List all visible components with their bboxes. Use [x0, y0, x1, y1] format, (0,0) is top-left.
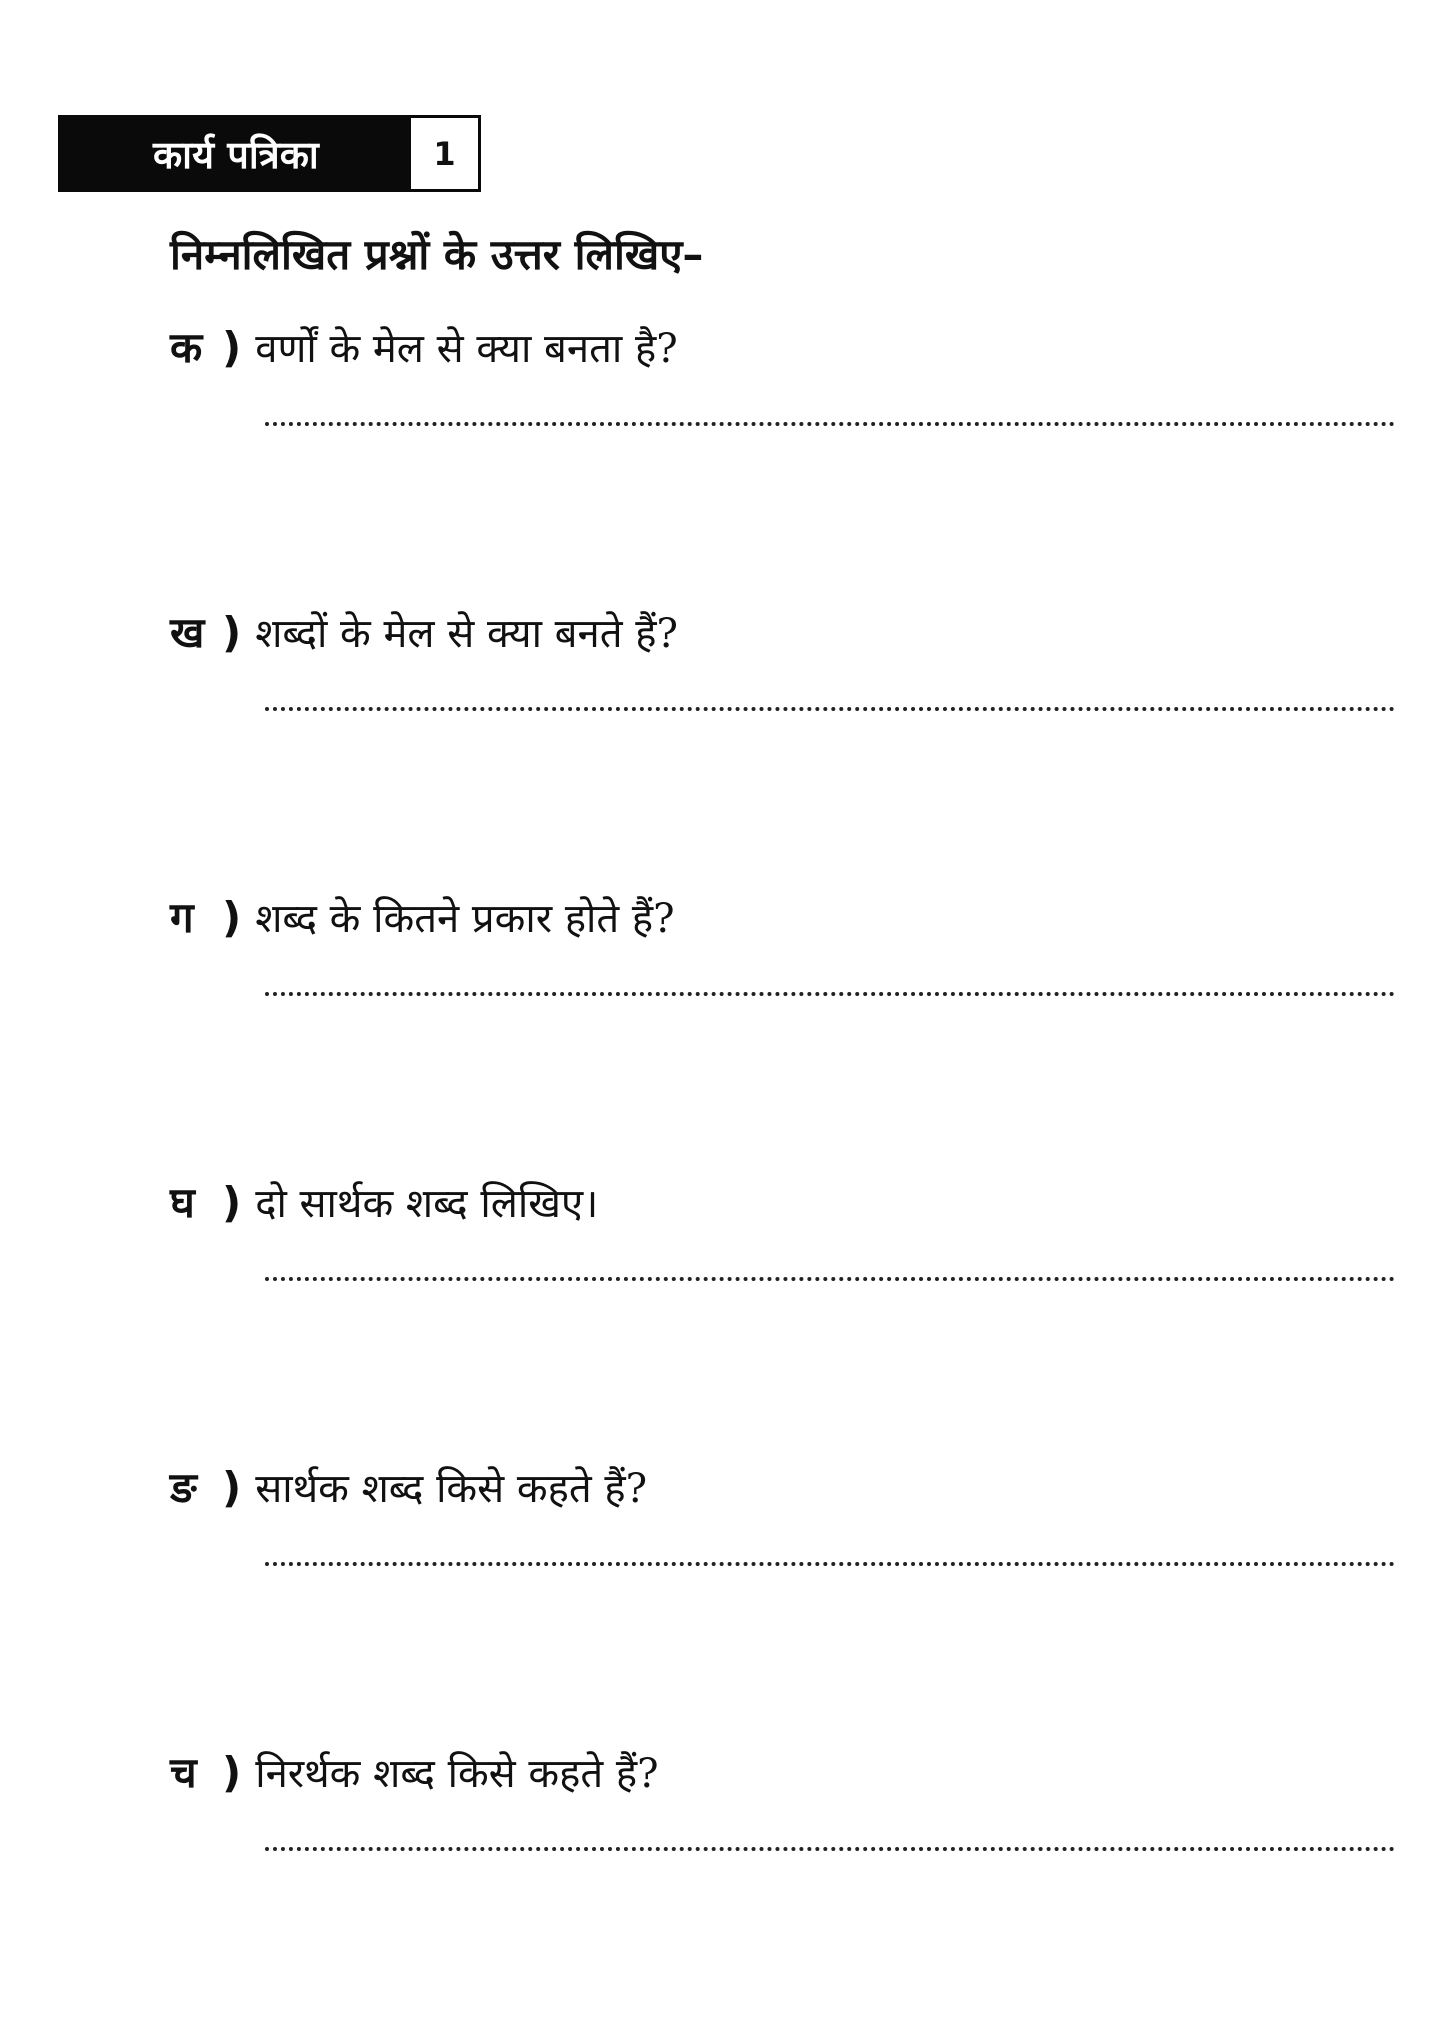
question-letter: ख [170, 608, 205, 657]
question-ga [170, 888, 1400, 1028]
question-paren: ) [222, 1748, 242, 1797]
question-ka [170, 318, 1400, 458]
question-paren: ) [222, 893, 242, 942]
question-text: सार्थक शब्द किसे कहते हैं? [255, 1466, 648, 1512]
question-cha [170, 1743, 1400, 1883]
worksheet-number: 1 [411, 115, 481, 192]
question-letter: ङ [170, 1463, 197, 1512]
question-paren: ) [222, 323, 242, 372]
question-paren: ) [222, 1178, 242, 1227]
question-letter: च [170, 1748, 197, 1797]
question-line [170, 603, 1400, 660]
question-text: दो सार्थक शब्द लिखिए। [255, 1181, 599, 1227]
question-line [170, 1743, 1400, 1800]
worksheet-title: कार्य पत्रिका [58, 115, 411, 192]
question-text: निरर्थक शब्द किसे कहते हैं? [255, 1751, 659, 1797]
question-line [170, 1458, 1400, 1515]
answer-line[interactable] [265, 707, 1395, 711]
answer-line[interactable] [265, 1277, 1395, 1281]
question-letter: घ [170, 1178, 195, 1227]
answer-line[interactable] [265, 1847, 1395, 1851]
worksheet-header [58, 115, 481, 192]
question-line [170, 888, 1400, 945]
question-kha [170, 603, 1400, 743]
question-text: शब्द के कितने प्रकार होते हैं? [255, 896, 675, 942]
answer-line[interactable] [265, 1562, 1395, 1566]
question-letter: ग [170, 893, 194, 942]
question-line [170, 1173, 1400, 1230]
question-paren: ) [222, 608, 242, 657]
question-nga [170, 1458, 1400, 1598]
question-text: वर्णों के मेल से क्या बनता है? [255, 326, 678, 372]
question-letter: क [170, 323, 203, 372]
instruction-heading: निम्नलिखित प्रश्नों के उत्तर लिखिए– [170, 230, 704, 279]
question-gha [170, 1173, 1400, 1313]
question-text: शब्दों के मेल से क्या बनते हैं? [255, 611, 678, 657]
question-line [170, 318, 1400, 375]
answer-line[interactable] [265, 422, 1395, 426]
answer-line[interactable] [265, 992, 1395, 996]
question-paren: ) [222, 1463, 242, 1512]
